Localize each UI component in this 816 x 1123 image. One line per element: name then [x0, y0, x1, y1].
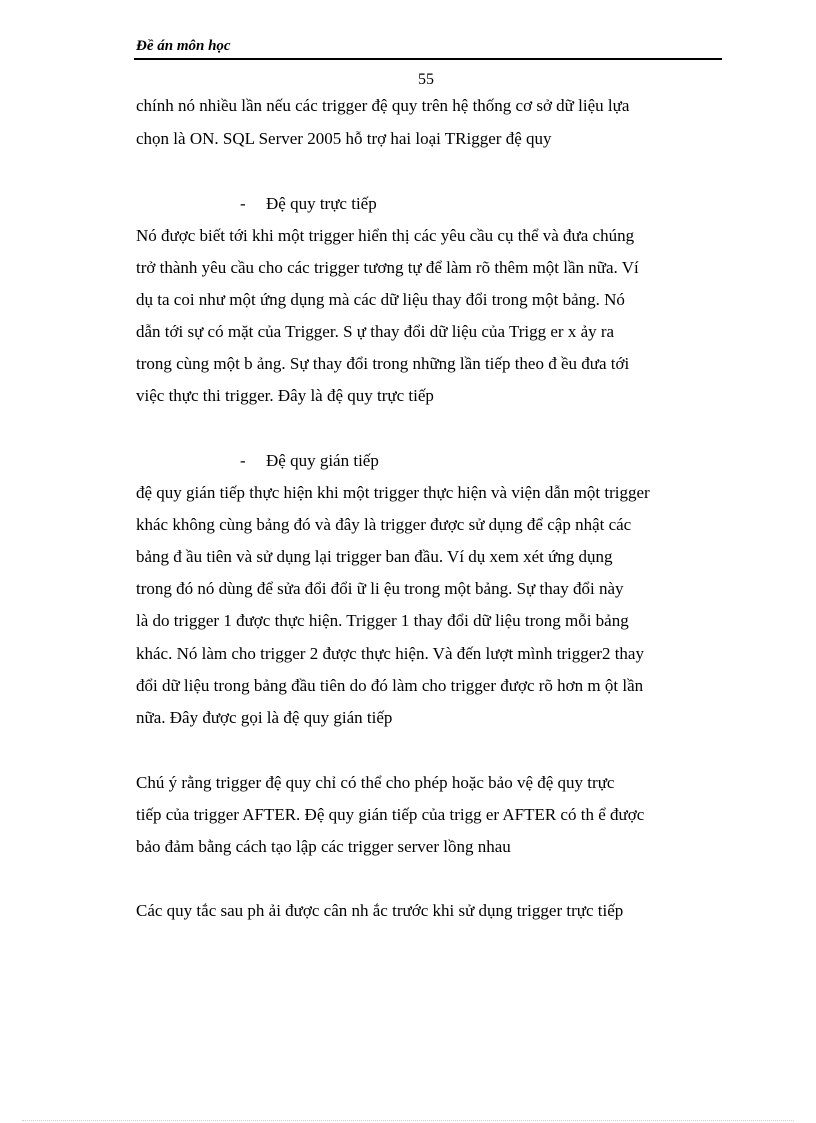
- text-line: trở thành yêu cầu cho các trigger tương tự để làm rõ thêm một lần nữa. Ví: [136, 258, 639, 277]
- text-line: tiếp của trigger AFTER. Đệ quy gián tiếp của trigg er AFTER có th ể được: [136, 805, 645, 824]
- text-line: bảng đ ầu tiên và sử dụng lại trigger ban đầu. Ví dụ xem xét ứng dụng: [136, 547, 613, 566]
- text-line: khác không cùng bảng đó và đây là trigger được sử dụng để cập nhật các: [136, 515, 632, 534]
- text-line: đệ quy gián tiếp thực hiện khi một trigger thực hiện và viện dẫn một trigger: [136, 483, 650, 502]
- header-divider: [134, 58, 722, 60]
- bullet-label: Đệ quy gián tiếp: [266, 451, 379, 470]
- text-line: Nó được biết tới khi một trigger hiển thị các yêu cầu cụ thể và đưa chúng: [136, 226, 635, 245]
- text-line: việc thực thi trigger. Đây là đệ quy trực tiếp: [136, 386, 434, 405]
- text-line: chọn là ON. SQL Server 2005 hỗ trợ hai loại TRigger đệ quy: [136, 129, 552, 148]
- text-line: dụ ta coi như một ứng dụng mà các dữ liệu thay đổi trong một bảng. Nó: [136, 290, 625, 309]
- text-line: đổi dữ liệu trong bảng đầu tiên do đó làm cho trigger được rõ hơn m ột lần: [136, 676, 644, 695]
- page-bottom-divider: [22, 1120, 794, 1121]
- bullet-dash: -: [240, 451, 246, 470]
- header-title: Đề án môn học: [136, 38, 231, 54]
- text-line: trong đó nó dùng để sửa đổi đổi ữ li ệu trong một bảng. Sự thay đổi này: [136, 579, 624, 598]
- text-line: Các quy tắc sau ph ải được cân nh ắc trước khi sử dụng trigger trực tiếp: [136, 901, 624, 920]
- text-line: khác. Nó làm cho trigger 2 được thực hiện. Và đến lượt mình trigger2 thay: [136, 644, 644, 663]
- bullet-dash: -: [240, 194, 246, 213]
- text-line: dẫn tới sự có mặt của Trigger. S ự thay đổi dữ liệu của Trigg er x ảy ra: [136, 322, 615, 341]
- bullet-label: Đệ quy trực tiếp: [266, 194, 377, 213]
- text-line: Chú ý rằng trigger đệ quy chỉ có thể cho phép hoặc bảo vệ đệ quy trực: [136, 773, 615, 792]
- text-line: nữa. Đây được gọi là đệ quy gián tiếp: [136, 708, 393, 727]
- text-line: là do trigger 1 được thực hiện. Trigger 1 thay đổi dữ liệu trong mỗi bảng: [136, 611, 629, 630]
- page-number: 55: [418, 71, 434, 88]
- text-line: trong cùng một b ảng. Sự thay đổi trong những lần tiếp theo đ ều đưa tới: [136, 354, 630, 373]
- text-line: chính nó nhiều lần nếu các trigger đệ quy trên hệ thống cơ sở dữ liệu lựa: [136, 96, 630, 115]
- text-line: bảo đảm bằng cách tạo lập các trigger server lồng nhau: [136, 837, 511, 856]
